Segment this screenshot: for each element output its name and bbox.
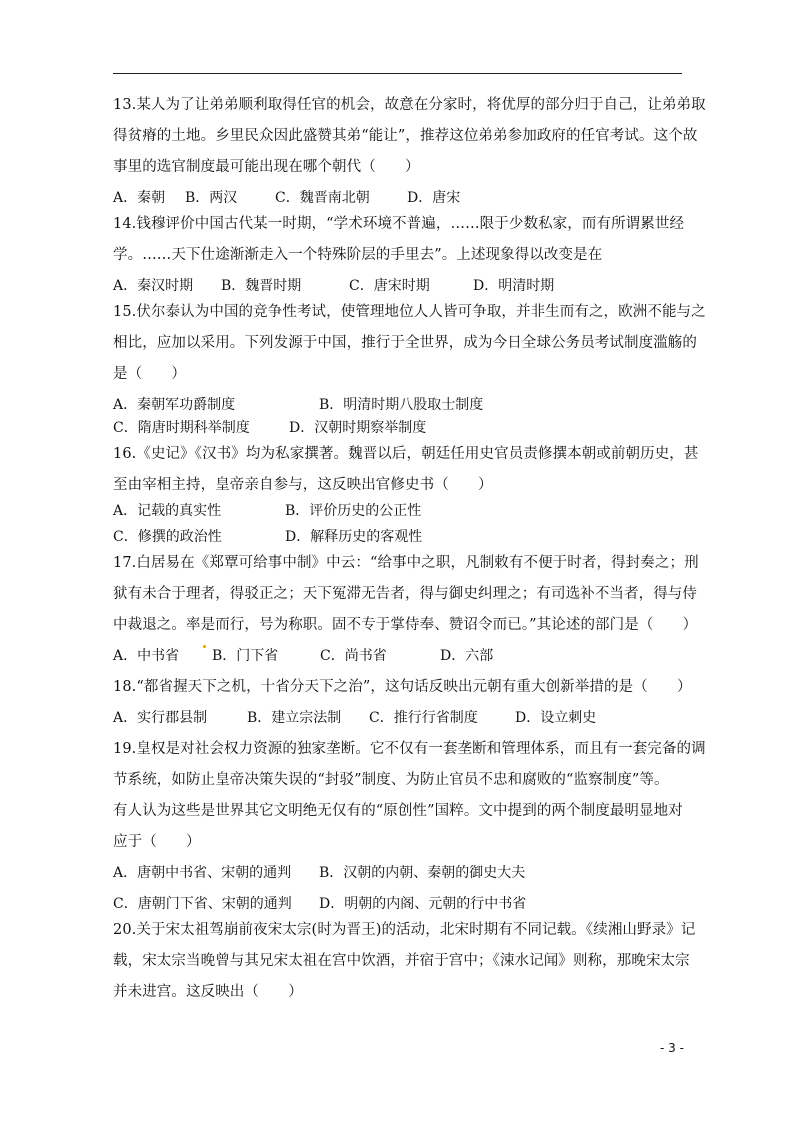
option-d: D．解释历史的客观性: [285, 529, 423, 545]
question-13: [113, 94, 706, 210]
option-d: D．设立刺史: [515, 710, 597, 726]
question-14-line-1: 14.钱穆评价中国古代某一时期，“学术环境不普遍，……限于少数私家，而有所谓累世经: [113, 216, 685, 232]
option-c: C．魏晋南北朝: [275, 190, 370, 206]
question-20-line-3: 并未进宫。这反映出（ ）: [113, 984, 303, 1000]
question-18-line-1: 18.“都省握天下之机，十省分天下之治”，这句话反映出元朝有重大创新举措的是（ ）: [113, 679, 692, 695]
option-d: D．明清时期: [473, 278, 555, 294]
question-20-line-1: 20.关于宋太祖驾崩前夜宋太宗(时为晋王)的活动，北宋时期有不同记载。《续湘山野录》记: [113, 922, 696, 938]
question-16: [113, 443, 699, 549]
option-d: D．六部: [440, 648, 494, 664]
question-16-options-row-2: [113, 526, 685, 549]
question-20: [113, 919, 696, 1004]
question-19-line-2: 节系统，如防止皇帝决策失误的“封驳”制度、为防止官员不忠和腐败的“监察制度”等。: [113, 772, 669, 788]
stray-dot-mark: [203, 645, 206, 648]
question-19-line-3: 有人认为这些是世界其它文明绝无仅有的“原创性”国粹。文中提到的两个制度最明显地对: [113, 803, 683, 819]
header-rule: [113, 73, 682, 74]
option-a: A．中书省: [113, 648, 180, 664]
question-20-line-2: 载，宋太宗当晚曾与其兄宋太祖在宫中饮酒，并宿于宫中；《涑水记闻》则称，那晚宋太宗: [113, 953, 690, 969]
option-c: C．推行行省制度: [369, 710, 478, 726]
option-d: D．明朝的内阁、元朝的行中书省: [319, 896, 527, 912]
question-15-options-row-1: [113, 394, 685, 417]
question-17-line-2: 狱有未合于理者，得驳正之；天下冤滞无告者，得与御史纠理之；有司选补不当者，得与侍: [113, 586, 697, 602]
option-a: A．秦朝: [113, 190, 166, 206]
option-a: A．实行郡县制: [113, 710, 208, 726]
question-19-line-1: 19.皇权是对社会权力资源的独家垄断。它不仅有一套垄断和管理体系，而且有一套完备的调: [113, 741, 706, 757]
option-b: B．明清时期八股取士制度: [319, 397, 484, 413]
option-d: D．汉朝时期察举制度: [289, 420, 427, 436]
question-list: [113, 94, 706, 1004]
option-c: C．唐朝门下省、宋朝的通判: [113, 896, 292, 912]
question-14-options: [113, 275, 685, 298]
option-b: B．汉朝的内朝、秦朝的御史大夫: [319, 865, 526, 881]
page-number: - 3 -: [660, 1041, 684, 1055]
question-18-options: [113, 707, 685, 730]
option-b: B．魏晋时期: [221, 278, 302, 294]
question-13-line-2: 得贫瘠的土地。乡里民众因此盛赞其弟“能让”，推荐这位弟弟参加政府的任官考试。这个故: [113, 128, 698, 144]
option-c: C．尚书省: [320, 648, 387, 664]
question-16-options-row-1: [113, 500, 685, 523]
question-15-options-row-2: [113, 417, 685, 440]
option-a: A．唐朝中书省、宋朝的通判: [113, 865, 292, 881]
question-19-line-4: 应于（ ）: [113, 834, 201, 850]
question-15: [113, 301, 706, 440]
question-14-line-2: 学。……天下仕途渐渐走入一个特殊阶层的手里去”。上述现象得以改变是在: [113, 247, 603, 263]
question-19-options-row-2: [113, 893, 685, 916]
question-17-line-3: 中裁退之。率是而行，号为称职。固不专于掌侍奉、赞诏令而已。”其论述的部门是（ ）: [113, 617, 698, 633]
question-16-line-2: 至由宰相主持，皇帝亲自参与，这反映出官修史书（ ）: [113, 477, 493, 493]
option-a: A．秦汉时期: [113, 278, 194, 294]
question-14: [113, 213, 685, 298]
option-b: B．两汉: [185, 190, 238, 206]
question-15-line-1: 15.伏尔泰认为中国的竞争性考试，使管理地位人人皆可争取，并非生而有之，欧洲不能与之: [113, 304, 706, 320]
option-a: A．记载的真实性: [113, 503, 222, 519]
question-13-line-1: 13.某人为了让弟弟顺利取得任官的机会，故意在分家时，将优厚的部分归于自己，让弟弟取: [113, 97, 706, 113]
question-15-line-2: 相比，应加以采用。下列发源于中国，推行于全世界，成为今日全球公务员考试制度滥觞的: [113, 335, 697, 351]
question-13-options: [113, 187, 685, 210]
option-c: C．修撰的政治性: [113, 529, 222, 545]
question-16-line-1: 16.《史记》《汉书》均为私家撰著。魏晋以后，朝廷任用史官员责修撰本朝或前朝历史，甚: [113, 446, 699, 462]
question-17: [113, 552, 699, 668]
option-b: B．门下省: [212, 648, 279, 664]
option-a: A．秦朝军功爵制度: [113, 397, 236, 413]
option-d: D．唐宋: [407, 190, 461, 206]
question-19-options-row-1: [113, 862, 685, 885]
question-18: [113, 676, 692, 730]
question-19: [113, 738, 706, 916]
question-13-line-3: 事里的选官制度最可能出现在哪个朝代（ ）: [113, 159, 420, 175]
question-15-line-3: 是（ ）: [113, 366, 186, 382]
option-b: B．评价历史的公正性: [285, 503, 422, 519]
option-b: B．建立宗法制: [247, 710, 342, 726]
option-c: C．唐宋时期: [349, 278, 430, 294]
question-17-options: [113, 645, 685, 668]
question-17-line-1: 17.白居易在《郑覃可给事中制》中云：“给事中之职，凡制敕有不便于时者，得封奏之；刑: [113, 555, 699, 571]
option-c: C．隋唐时期科举制度: [113, 420, 250, 436]
